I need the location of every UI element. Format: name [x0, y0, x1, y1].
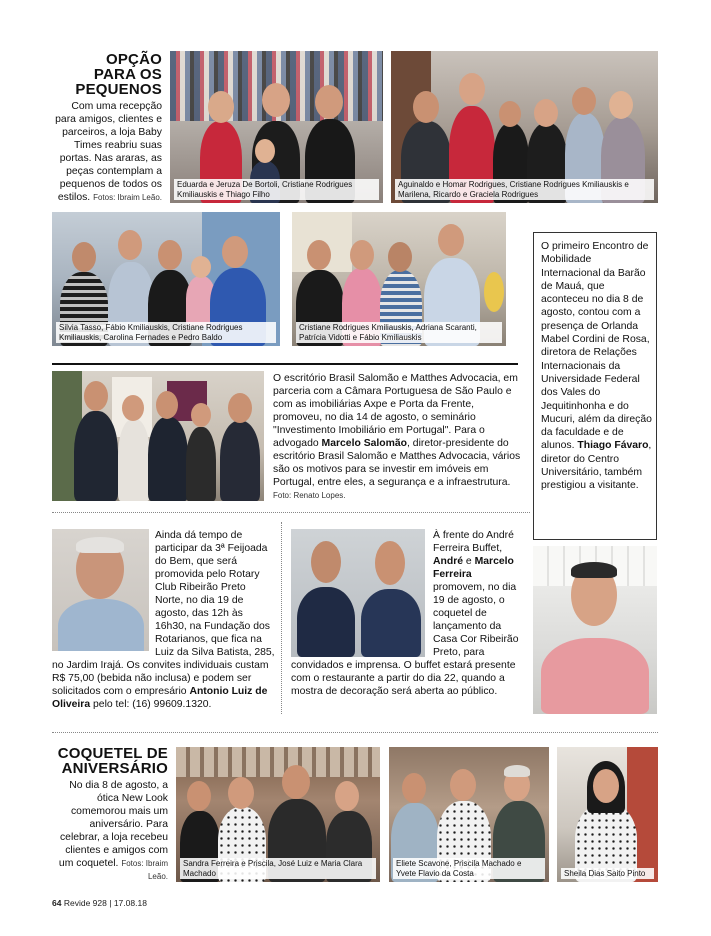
salomao-photo-credit: Foto: Renato Lopes.: [273, 491, 346, 500]
photo-baby-times-2: [391, 51, 658, 203]
section2-body: [52, 779, 168, 883]
salomao-text-part2: , diretor-presidente do escritório Brasil Salomão e Matthes Advocacia, vários são os motivos para se investir em imóveis em Portugal, entre eles, a segurança e a infraestrutura.: [273, 438, 521, 488]
title-line: ANIVERSÁRIO: [61, 760, 168, 777]
title-line: PARA OS: [93, 66, 162, 83]
feijoada-name: Antonio Luiz de Oliveira: [52, 686, 268, 710]
photo-caption: Eduarda e Jeruza De Bortoli, Cristiane Rodrigues Kmiliauskis e Thiago Filho: [174, 179, 379, 200]
section2-photo-credit: Fotos: Ibraim Leão.: [121, 859, 168, 881]
mobility-text-part2: , diretor do Centro Universitário, também prestigiou a visitante.: [541, 440, 652, 492]
photo-caption: Sandra Ferreira e Priscila, José Luiz e Maria Clara Machado: [180, 858, 376, 879]
photo-new-look-2: [389, 747, 549, 882]
page-number: 64: [52, 898, 62, 908]
section-title-opcao: [52, 52, 162, 97]
salomao-text-part1: O escritório Brasil Salomão e Matthes Advocacia, em parceria com a Câmara Portuguesa de São Paulo e com as imobiliárias Axpe e Porta da Frente, promoveu, no dia 14 de agosto, o seminário "Investimento Imobiliário em Portugal". Para o advogado: [273, 373, 518, 449]
feijoada-text-part1: Ainda dá tempo de participar da 3ª Feijoada do Bem, que será promovida pelo Rotary Club Ribeirão Preto Norte, no dia 19 de agosto, das 12h às 16h30, na Fundação dos Rotarianos, que fica na Luiz da Silva Batista, 285, no Jardim Irajá. Os convites individuais custam R$ 75,00 (bebida não inclusa) e podem ser solicitados com o empresário: [52, 530, 275, 697]
section-divider: [52, 363, 518, 365]
section1-photo-credit: Fotos: Ibraim Leão.: [93, 193, 162, 202]
buffet-text-part2: e: [463, 556, 475, 567]
photo-caption: Sheila Dias Saito Pinto: [561, 868, 654, 880]
footer-separator: |: [109, 898, 112, 908]
section1-body: [52, 100, 162, 204]
buffet-text: [291, 529, 523, 698]
photo-baby-times-1: [170, 51, 383, 203]
title-line: OPÇÃO: [105, 51, 162, 68]
salomao-text: [273, 372, 521, 502]
photo-caption: Cristiane Rodrigues Kmiliauskis, Adriana Scaranti, Patrícia Vidotti e Fábio Kmiliauskis: [296, 322, 502, 343]
feijoada-text: [52, 529, 275, 711]
title-line: PEQUENOS: [75, 81, 162, 98]
issue-date: 17.08.18: [113, 898, 147, 908]
photo-salomao-seminar: [52, 371, 264, 501]
page-footer: [52, 898, 147, 908]
photo-thiago-favaro: [533, 546, 657, 714]
mobility-text-part1: O primeiro Encontro de Mobilidade Internacional da Barão de Mauá, que aconteceu no dia 8 de agosto, contou com a presença de Orlanda Mabel Cordini de Rosa, diretora de Relações Internacionais da Universidade Federal dos Vales do Jequitinhonha e do Mucuri, além da direção da faculdade e de alunos.: [541, 241, 652, 452]
salomao-name: Marcelo Salomão: [321, 438, 408, 449]
photo-caption: Silvia Tasso, Fábio Kmiliauskis, Cristiane Rodrigues Kmiliauskis, Carolina Fernades e Pedro Baldo: [56, 322, 276, 343]
section2-body-text: No dia 8 de agosto, a ótica New Look comemorou mais um aniversário. Para celebrar, a loja recebeu clientes e amigos com um coquetel.: [58, 780, 168, 869]
mobility-name: Thiago Fávaro: [577, 440, 649, 452]
buffet-text-part3: promovem, no dia 19 de agosto, o coquetel de lançamento da Casa Cor Ribeirão Preto, para convidados e imprensa. O buffet estará presente com o restaurante a partir do dia 22, quando a mostra de decoração será aberta ao público.: [291, 582, 519, 697]
buffet-text-part1: À frente do André Ferreira Buffet,: [433, 530, 514, 554]
buffet-name-andre: André: [433, 556, 464, 567]
photo-new-look-3: [557, 747, 658, 882]
dotted-divider-vertical: [281, 522, 282, 714]
photo-new-look-1: [176, 747, 380, 882]
photo-caption: Aguinaldo e Homar Rodrigues, Cristiane Rodrigues Kmiliauskis e Marilena, Ricardo e Graciela Rodrigues: [395, 179, 654, 200]
magazine-name: Revide 928: [63, 898, 107, 908]
dotted-divider: [52, 732, 658, 733]
title-line: COQUETEL DE: [57, 745, 168, 762]
section1-body-text: Com uma recepção para amigos, clientes e parceiros, a loja Baby Times reabriu suas portas. Nas araras, as peças contemplam a pequenos de todos os estilos.: [55, 101, 162, 203]
feijoada-text-part2: pelo tel: (16) 99609.1320.: [90, 699, 212, 710]
mobility-text: [541, 240, 653, 493]
buffet-name-marcelo: Marcelo Ferreira: [433, 556, 514, 580]
section-title-coquetel: [42, 746, 168, 776]
photo-caption: Eliete Scavone, Priscila Machado e Yvete Flavio da Costa: [393, 858, 545, 879]
photo-baby-times-4: [292, 212, 506, 346]
dotted-divider: [52, 512, 530, 513]
photo-baby-times-3: [52, 212, 280, 346]
